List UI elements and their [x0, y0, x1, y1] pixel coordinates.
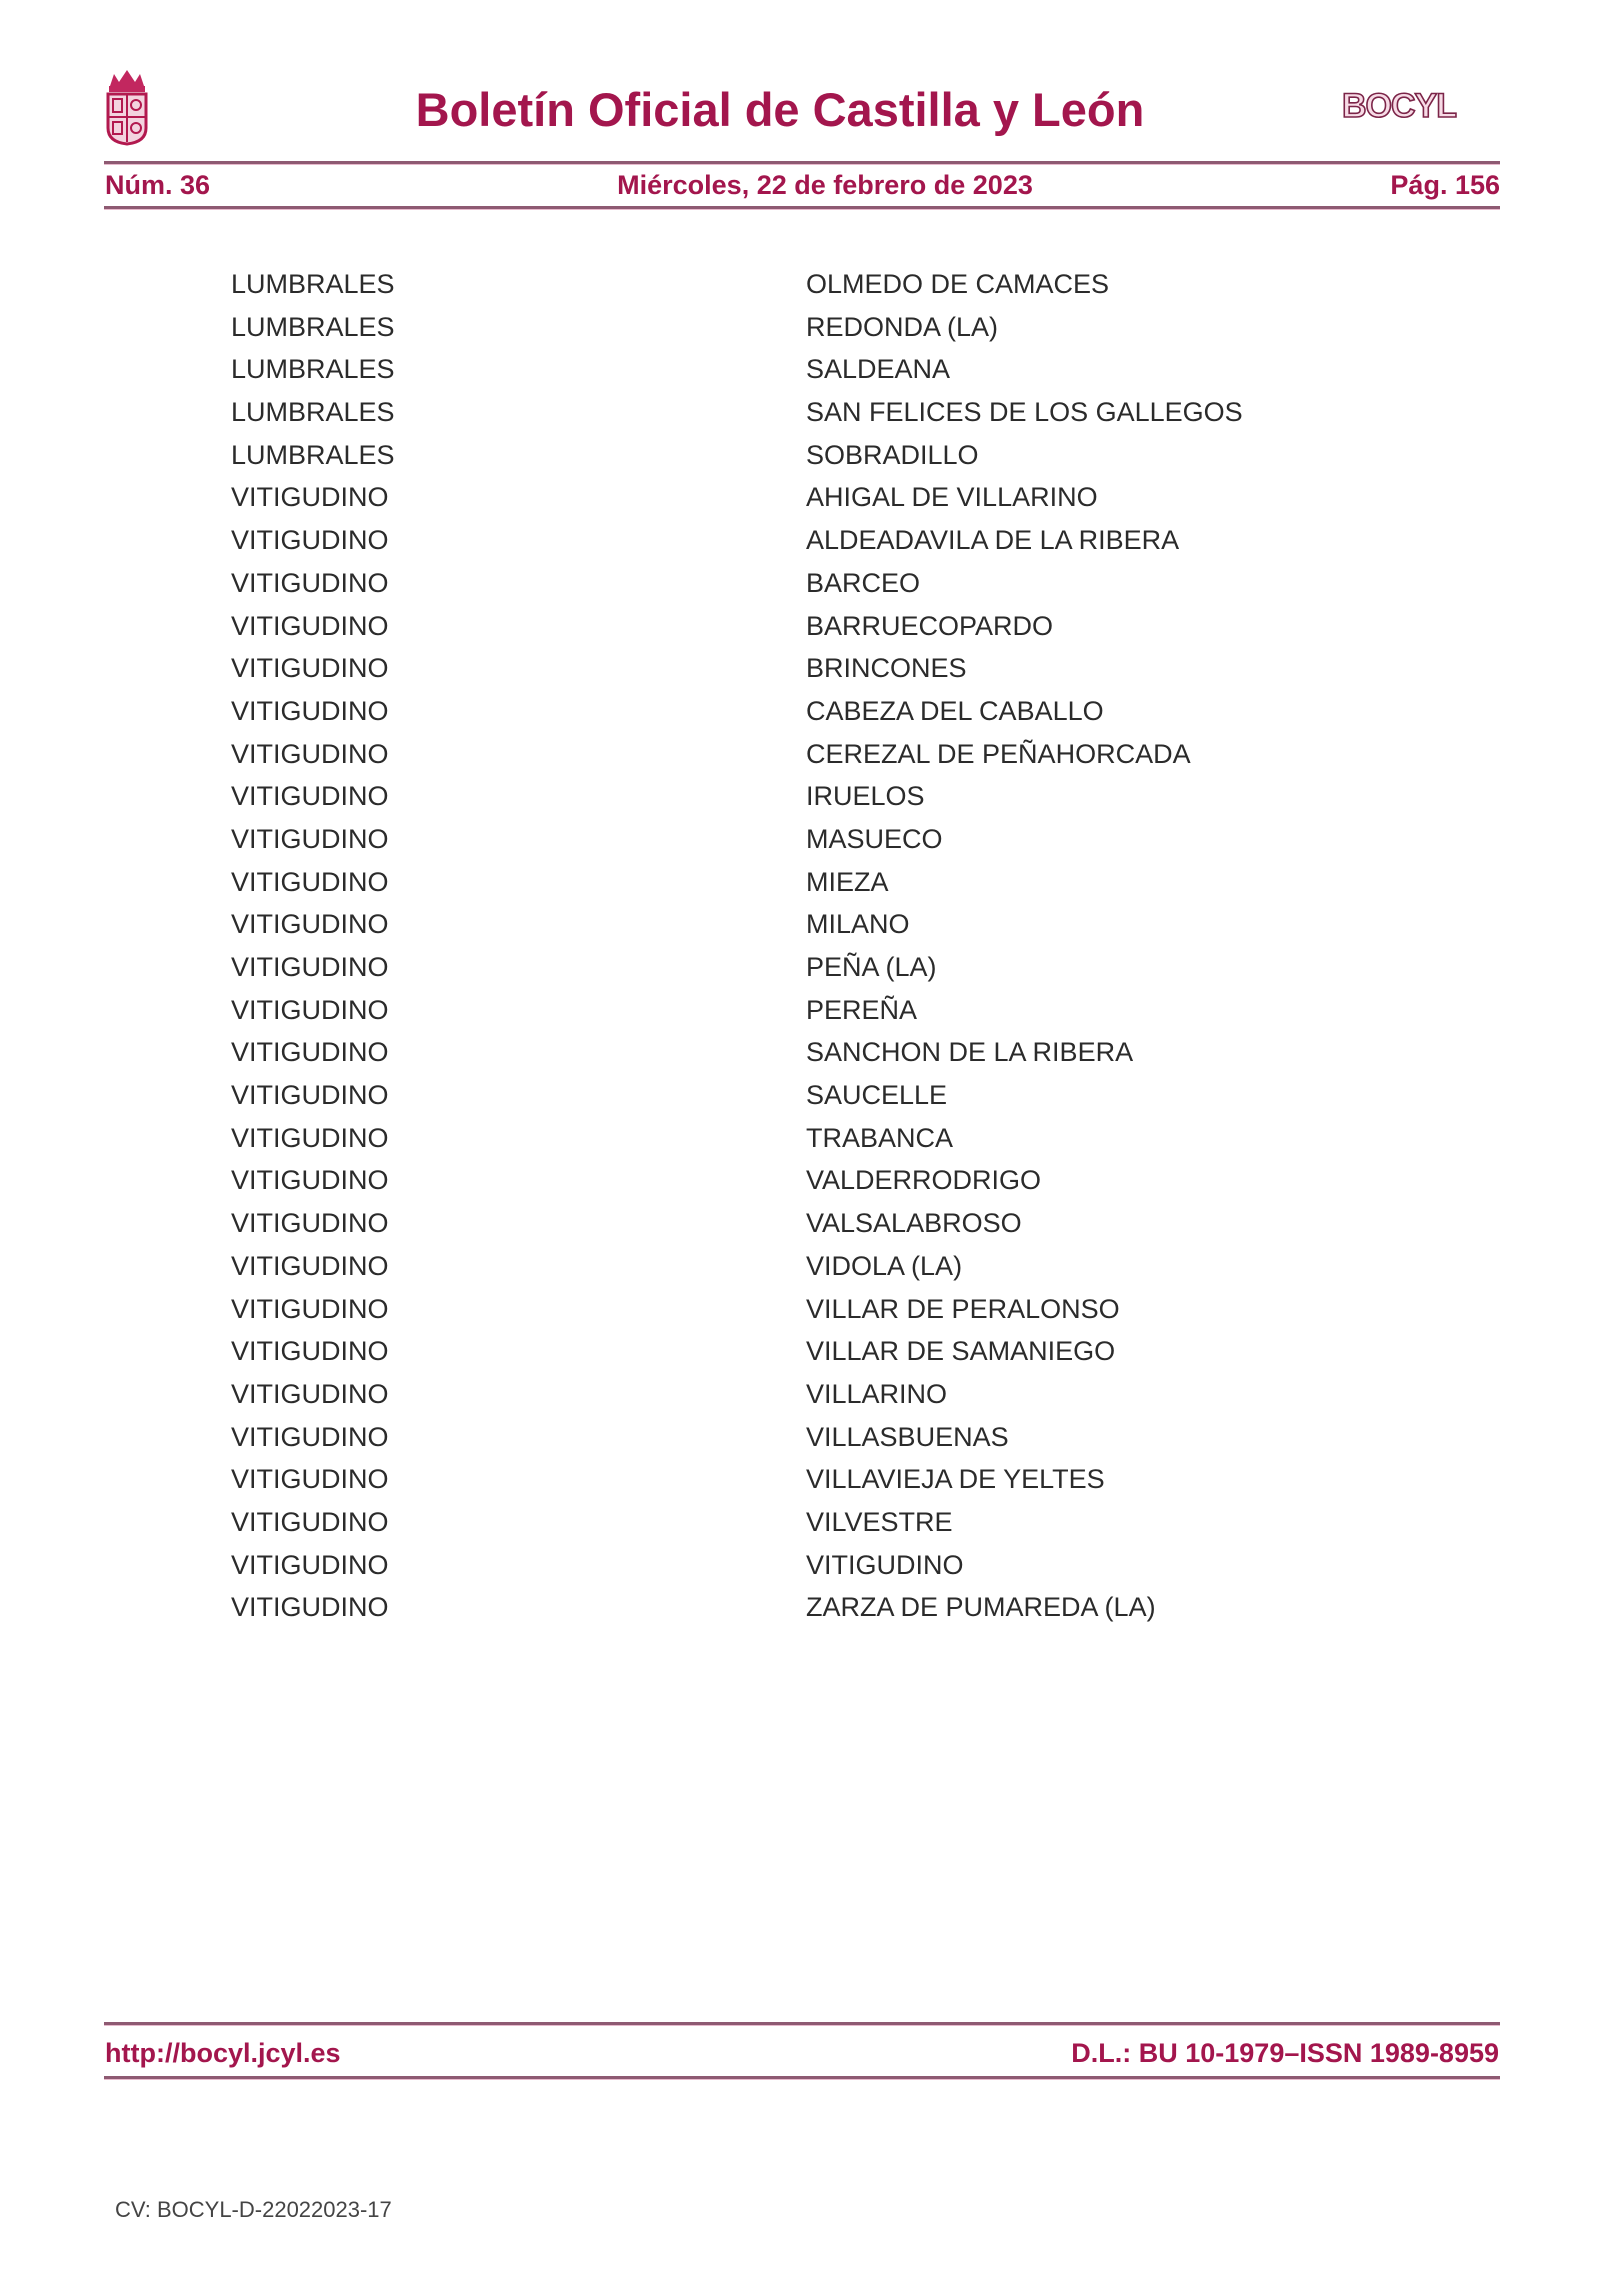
municipality-cell: VALSALABROSO: [806, 1208, 1022, 1239]
header-top-rule: [104, 161, 1500, 165]
head-municipality-cell: VITIGUDINO: [231, 994, 389, 1025]
municipality-cell: VILLARINO: [806, 1378, 948, 1409]
table-row: [0, 1587, 1600, 1630]
head-municipality-cell: VITIGUDINO: [231, 1336, 389, 1367]
municipality-cell: VITIGUDINO: [806, 1549, 964, 1580]
table-row: [0, 904, 1600, 947]
table-row: [0, 1502, 1600, 1545]
table-row: [0, 477, 1600, 520]
municipality-cell: REDONDA (LA): [806, 311, 999, 342]
municipality-cell: SANCHON DE LA RIBERA: [806, 1037, 1134, 1068]
header-bottom-rule: [104, 206, 1500, 210]
table-row: [0, 349, 1600, 392]
table-row: [0, 1160, 1600, 1203]
head-municipality-cell: VITIGUDINO: [231, 1464, 389, 1495]
head-municipality-cell: VITIGUDINO: [231, 952, 389, 982]
municipality-cell: VIDOLA (LA): [806, 1250, 963, 1281]
municipality-cell: CEREZAL DE PEÑAHORCADA: [806, 738, 1191, 769]
table-row: [0, 1374, 1600, 1417]
table-row: [0, 1289, 1600, 1332]
table-row: [0, 1032, 1600, 1075]
bulletin-title: Boletín Oficial de Castilla y León: [415, 83, 1145, 136]
page-number: Pág. 156: [1390, 170, 1500, 200]
municipality-cell: VILLAR DE PERALONSO: [806, 1293, 1120, 1324]
municipality-cell: BARRUECOPARDO: [806, 610, 1054, 641]
head-municipality-cell: VITIGUDINO: [231, 1080, 389, 1111]
municipality-cell: AHIGAL DE VILLARINO: [806, 482, 1098, 513]
municipality-cell: VILLASBUENAS: [806, 1421, 1009, 1452]
municipality-cell: ZARZA DE PUMAREDA (LA): [806, 1592, 1156, 1623]
table-row: [0, 648, 1600, 691]
head-municipality-cell: LUMBRALES: [231, 397, 395, 428]
municipality-cell: BRINCONES: [806, 653, 967, 684]
table-row: [0, 1331, 1600, 1374]
head-municipality-cell: VITIGUDINO: [231, 1592, 389, 1623]
municipality-cell: MILANO: [806, 909, 910, 940]
table-row: [0, 1545, 1600, 1588]
head-municipality-cell: VITIGUDINO: [231, 1165, 389, 1196]
table-row: [0, 435, 1600, 478]
head-municipality-cell: VITIGUDINO: [231, 781, 389, 812]
table-row: [0, 1459, 1600, 1502]
head-municipality-cell: VITIGUDINO: [231, 567, 389, 598]
municipality-cell: SAN FELICES DE LOS GALLEGOS: [806, 397, 1243, 428]
table-row: [0, 264, 1600, 307]
municipality-cell: TRABANCA: [806, 1122, 954, 1153]
municipality-cell: VALDERRODRIGO: [806, 1165, 1042, 1196]
head-municipality-cell: VITIGUDINO: [231, 823, 389, 854]
head-municipality-cell: VITIGUDINO: [231, 738, 389, 769]
head-municipality-cell: VITIGUDINO: [231, 1421, 389, 1452]
municipality-cell: SOBRADILLO: [806, 439, 979, 470]
bocyl-website-link[interactable]: http://bocyl.jcyl.es: [105, 2038, 341, 2068]
table-row: [0, 862, 1600, 905]
municipality-cell: BARCEO: [806, 567, 921, 598]
table-row: [0, 990, 1600, 1033]
head-municipality-cell: VITIGUDINO: [231, 695, 389, 726]
legal-deposit-issn: D.L.: BU 10-1979–ISSN 1989-8959: [1071, 2038, 1499, 2068]
table-row: [0, 1246, 1600, 1289]
table-row: [0, 1417, 1600, 1460]
head-municipality-cell: VITIGUDINO: [231, 610, 389, 641]
municipality-cell: MIEZA: [806, 866, 889, 897]
head-municipality-cell: VITIGUDINO: [231, 1250, 389, 1281]
municipality-cell: PEREÑA: [806, 994, 918, 1025]
municipality-cell: OLMEDO DE CAMACES: [806, 269, 1110, 299]
municipality-cell: VILLAR DE SAMANIEGO: [806, 1336, 1116, 1367]
head-municipality-cell: VITIGUDINO: [231, 1506, 389, 1537]
footer-top-rule: [104, 2022, 1500, 2026]
municipality-cell: SAUCELLE: [806, 1080, 948, 1111]
head-municipality-cell: LUMBRALES: [231, 439, 395, 470]
head-municipality-cell: LUMBRALES: [231, 354, 395, 385]
municipality-cell: VILLAVIEJA DE YELTES: [806, 1464, 1105, 1495]
head-municipality-cell: VITIGUDINO: [231, 482, 389, 513]
table-row: [0, 392, 1600, 435]
table-row: [0, 691, 1600, 734]
table-row: [0, 307, 1600, 350]
table-row: [0, 1203, 1600, 1246]
head-municipality-cell: VITIGUDINO: [231, 1378, 389, 1409]
head-municipality-cell: VITIGUDINO: [231, 1208, 389, 1239]
table-row: [0, 947, 1600, 990]
head-municipality-cell: LUMBRALES: [231, 269, 395, 299]
municipality-cell: CABEZA DEL CABALLO: [806, 695, 1104, 726]
municipality-cell: MASUECO: [806, 823, 943, 854]
head-municipality-cell: VITIGUDINO: [231, 653, 389, 684]
issue-date-wrap: [0, 168, 1600, 202]
table-row: [0, 1075, 1600, 1118]
issue-number: Núm. 36: [105, 170, 211, 200]
table-row: [0, 1118, 1600, 1161]
municipality-cell: ALDEADAVILA DE LA RIBERA: [806, 525, 1180, 556]
head-municipality-cell: VITIGUDINO: [231, 909, 389, 940]
bocyl-logo: BOCYL: [1342, 87, 1456, 125]
head-municipality-cell: VITIGUDINO: [231, 866, 389, 897]
footer-bottom-rule: [104, 2076, 1500, 2080]
table-row: [0, 606, 1600, 649]
municipality-cell: VILVESTRE: [806, 1506, 953, 1537]
verification-code: CV: BOCYL-D-22022023-17: [115, 2197, 392, 2222]
head-municipality-cell: VITIGUDINO: [231, 1037, 389, 1068]
issue-date: Miércoles, 22 de febrero de 2023: [617, 170, 1033, 200]
table-row: [0, 520, 1600, 563]
head-municipality-cell: VITIGUDINO: [231, 1549, 389, 1580]
table-row: [0, 776, 1600, 819]
municipality-table: [0, 264, 1600, 1630]
head-municipality-cell: VITIGUDINO: [231, 1122, 389, 1153]
table-row: [0, 819, 1600, 862]
municipality-cell: IRUELOS: [806, 781, 925, 812]
table-row: [0, 734, 1600, 777]
municipality-cell: SALDEANA: [806, 354, 951, 385]
head-municipality-cell: VITIGUDINO: [231, 525, 389, 556]
head-municipality-cell: LUMBRALES: [231, 311, 395, 342]
municipality-cell: PEÑA (LA): [806, 952, 937, 982]
head-municipality-cell: VITIGUDINO: [231, 1293, 389, 1324]
table-row: [0, 563, 1600, 606]
